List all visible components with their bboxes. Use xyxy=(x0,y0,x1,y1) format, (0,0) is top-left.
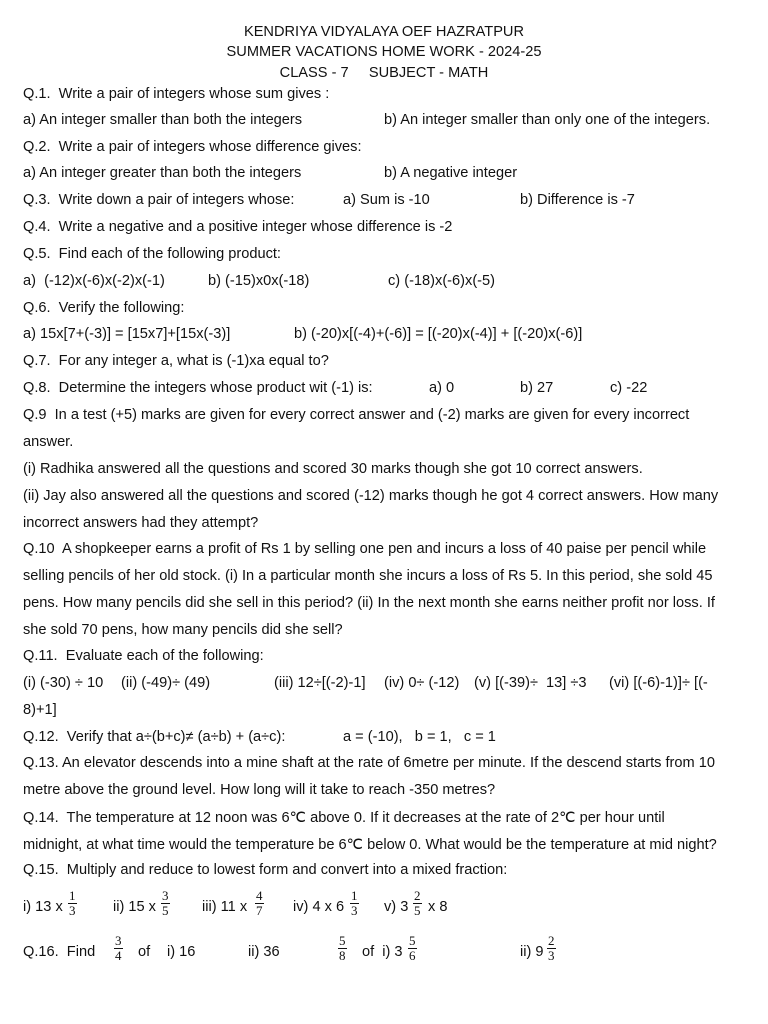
question-16-fraction-2-3: $\frac{2}{3}$ xyxy=(548,933,555,963)
class-subject: CLASS - 7 SUBJECT - MATH xyxy=(279,65,489,81)
question-6-option-b: b) (-20)x[(-4)+(-6)] = [(-20)x(-4)] + [(-20)x(-6)] xyxy=(294,326,583,342)
question-9-part-ii: (ii) Jay also answered all the questions and scored (-12) marks though he got 4 correct answers. How many xyxy=(23,488,719,504)
question-11-part-vi: (vi) [(-6)-1)]÷ [(- xyxy=(609,675,708,691)
question-5-option-c: c) (-18)x(-6)x(-5) xyxy=(388,273,496,289)
question-10-line-3: pens. How many pencils did she sell in this period? (ii) In the next month she earns neither profit nor loss. If xyxy=(23,595,715,611)
question-10-line-2: selling pencils of her old stock. (i) In a particular month she incurs a loss of Rs 5. In this period, she sold 45 xyxy=(23,568,713,584)
question-16-fraction-5-6: $\frac{5}{6}$ xyxy=(409,933,416,963)
question-7: Q.7. For any integer a, what is (-1)xa equal to? xyxy=(23,353,329,369)
question-8-option-b: b) 27 xyxy=(520,380,554,396)
question-16-of-1: of xyxy=(138,944,151,960)
question-11-part-i: (i) (-30) ÷ 10 xyxy=(23,675,104,691)
question-3-option-a: a) Sum is -10 xyxy=(343,192,430,208)
question-16-fraction-3-4: $\frac{3}{4}$ xyxy=(115,933,122,963)
question-8-option-a: a) 0 xyxy=(429,380,455,396)
question-1: Q.1. Write a pair of integers whose sum gives : xyxy=(23,86,330,102)
question-11-part-iv: (iv) 0÷ (-12) xyxy=(384,675,460,691)
question-5: Q.5. Find each of the following product: xyxy=(23,246,281,262)
question-8: Q.8. Determine the integers whose product wit (-1) is: xyxy=(23,380,373,396)
question-9-part-ii-continued: incorrect answers had they attempt? xyxy=(23,515,259,531)
homework-title: SUMMER VACATIONS HOME WORK - 2024-25 xyxy=(226,44,542,60)
question-9-part-i: (i) Radhika answered all the questions and scored 30 marks though she got 10 correct answers. xyxy=(23,461,643,477)
question-6: Q.6. Verify the following: xyxy=(23,300,185,316)
question-14-continued: midnight, at what time would the temperature be 6℃ below 0. What would be the temperature at mid night? xyxy=(23,837,717,853)
question-10: Q.10 A shopkeeper earns a profit of Rs 1 by selling one pen and incurs a loss of 40 paise per pencil while xyxy=(23,541,707,557)
question-16-fraction-5-8: $\frac{5}{8}$ xyxy=(339,933,346,963)
question-15-part-i-label: i) 13 x xyxy=(23,899,63,915)
question-3-option-b: b) Difference is -7 xyxy=(520,192,635,208)
question-11-part-ii: (ii) (-49)÷ (49) xyxy=(121,675,211,691)
question-15: Q.15. Multiply and reduce to lowest form and convert into a mixed fraction: xyxy=(23,862,508,878)
question-2-option-a: a) An integer greater than both the integers xyxy=(23,165,302,181)
question-9-continued: answer. xyxy=(23,434,74,450)
question-10-line-4: she sold 70 pens, how many pencils did she sell? xyxy=(23,622,343,638)
question-16-label: Q.16. Find xyxy=(23,944,96,960)
question-15-part-iv-label: iv) 4 x 6 xyxy=(293,899,345,915)
question-15-part-v-suffix: x 8 xyxy=(428,899,448,915)
question-1-option-b: b) An integer smaller than only one of the integers. xyxy=(384,112,711,128)
question-12: Q.12. Verify that a÷(b+c)≠ (a÷b) + (a÷c): xyxy=(23,729,286,745)
question-11: Q.11. Evaluate each of the following: xyxy=(23,648,264,664)
question-15-part-i-fraction: $\frac{1}{3}$ xyxy=(69,888,76,918)
question-16-part-ii: ii) 36 xyxy=(248,944,280,960)
question-11-part-v: (v) [(-39)÷ 13] ÷3 xyxy=(474,675,587,691)
question-9: Q.9 In a test (+5) marks are given for every correct answer and (-2) marks are given for every incorrect xyxy=(23,407,690,423)
question-6-option-a: a) 15x[7+(-3)] = [15x7]+[15x(-3)] xyxy=(23,326,231,342)
question-13-continued: metre above the ground level. How long will it take to reach -350 metres? xyxy=(23,782,496,798)
question-15-part-ii-label: ii) 15 x xyxy=(113,899,156,915)
question-2-option-b: b) A negative integer xyxy=(384,165,518,181)
question-15-part-v-label: v) 3 xyxy=(384,899,409,915)
question-4: Q.4. Write a negative and a positive integer whose difference is -2 xyxy=(23,219,453,235)
question-15-part-iii-fraction: $\frac{4}{7}$ xyxy=(256,888,263,918)
question-8-option-c: c) -22 xyxy=(610,380,648,396)
question-2: Q.2. Write a pair of integers whose difference gives: xyxy=(23,139,362,155)
question-5-option-a: a) (-12)x(-6)x(-2)x(-1) xyxy=(23,273,165,289)
question-15-part-ii-fraction: $\frac{3}{5}$ xyxy=(162,888,169,918)
question-14: Q.14. The temperature at 12 noon was 6℃ above 0. If it decreases at the rate of 2℃ per hour until xyxy=(23,810,665,826)
question-12-values: a = (-10), b = 1, c = 1 xyxy=(343,729,496,745)
question-16-part-ii-2: ii) 9 xyxy=(520,944,544,960)
question-15-part-iv-fraction: $\frac{1}{3}$ xyxy=(351,888,358,918)
question-11-part-vi-continued: 8)+1] xyxy=(23,702,57,718)
question-16-of-2: of i) 3 xyxy=(362,944,403,960)
question-1-option-a: a) An integer smaller than both the integers xyxy=(23,112,303,128)
question-3: Q.3. Write down a pair of integers whose: xyxy=(23,192,295,208)
question-15-part-iii-label: iii) 11 x xyxy=(202,899,248,915)
question-11-part-iii: (iii) 12÷[(-2)-1] xyxy=(274,675,366,691)
question-13: Q.13. An elevator descends into a mine shaft at the rate of 6metre per minute. If the descend starts from 10 xyxy=(23,755,715,771)
question-5-option-b: b) (-15)x0x(-18) xyxy=(208,273,310,289)
school-name: KENDRIYA VIDYALAYA OEF HAZRATPUR xyxy=(243,24,525,40)
question-16-part-i: i) 16 xyxy=(167,944,196,960)
question-15-part-v-fraction: $\frac{2}{5}$ xyxy=(414,888,421,918)
